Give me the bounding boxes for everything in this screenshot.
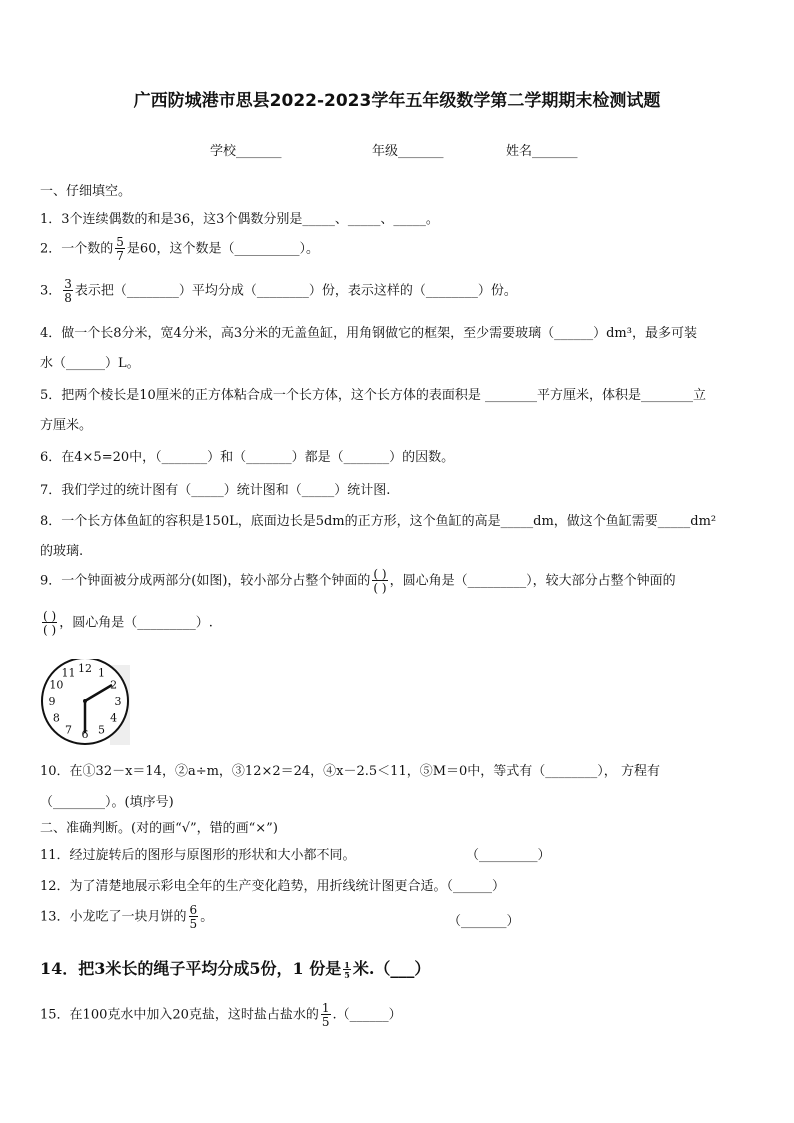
question-4-line-1: 4．做一个长8分米，宽4分米，高3分米的无盖鱼缸，用角钢做它的框架，至少需要玻璃（______）dm³，最多可装 (40, 326, 697, 341)
fraction-numerator: 1 (321, 1001, 330, 1015)
question-1: 1．3个连续偶数的和是36，这3个偶数分别是_____、_____、_____。 (40, 212, 439, 227)
section-2-heading: 二、准确判断。(对的画“√”，错的画“×”) (40, 821, 278, 836)
question-14 (40, 956, 430, 979)
fraction-denominator: 7 (116, 249, 124, 263)
question-13-answer: （_______） (448, 914, 520, 929)
school-field: 学校_______ (210, 144, 282, 159)
clock-numeral: 5 (98, 723, 105, 737)
fraction (189, 904, 199, 930)
fraction-denominator: 8 (64, 291, 72, 305)
section-1-heading: 一、仔细填空。 (40, 184, 132, 199)
clock-center (83, 699, 87, 703)
clock-numeral: 9 (48, 695, 56, 708)
question-4-line-2: 水（______）L。 (40, 356, 140, 371)
clock-numeral: 6 (81, 728, 89, 741)
fraction-denominator: 5 (321, 1015, 330, 1029)
question-8-line-2: 的玻璃. (40, 544, 84, 559)
clock-numeral: 3 (114, 695, 122, 708)
clock-numeral: 8 (52, 711, 60, 725)
fraction-denominator: 5 (189, 917, 198, 931)
fraction-denominator: ( ) (373, 581, 387, 595)
question-3-post: 表示把（________）平均分成（________）份，表示这样的（________）份。 (74, 283, 517, 299)
question-14-post: 米.（___） (352, 959, 431, 978)
question-12: 12．为了清楚地展示彩电全年的生产变化趋势，用折线统计图更合适。（______） (40, 879, 506, 894)
clock-figure (38, 659, 138, 749)
question-9-post: ，圆心角是（_________）. (59, 615, 213, 631)
fraction (321, 1002, 331, 1028)
question-8-line-1: 8．一个长方体鱼缸的容积是150L，底面边长是5dm的正方形，这个鱼缸的高是_____dm，做这个鱼缸需要_____dm² (40, 514, 717, 529)
fraction-numerator: ( ) (43, 609, 57, 623)
fraction-denominator: ( ) (43, 623, 57, 637)
question-11-answer: （_________） (466, 848, 551, 863)
question-11: 11．经过旋转后的图形与原图形的形状和大小都不同。 (40, 848, 356, 863)
question-2-post: 是60，这个数是（__________）。 (126, 241, 319, 257)
grade-field: 年级_______ (372, 144, 444, 159)
page-title: 广西防城港市思县2022-2023学年五年级数学第二学期期末检测试题 (133, 91, 661, 111)
question-3-pre: 3． (40, 283, 62, 299)
question-15-post: .（______） (332, 1007, 402, 1023)
fraction-numerator: 6 (189, 903, 198, 917)
question-7: 7．我们学过的统计图有（_____）统计图和（_____）统计图. (40, 483, 391, 498)
fraction (115, 236, 125, 262)
question-5-line-1: 5．把两个棱长是10厘米的正方体粘合成一个长方体，这个长方体的表面积是 ________平方厘米，体积是________立 (40, 388, 706, 403)
question-13 (40, 904, 213, 930)
question-6: 6．在4×5=20中，（_______）和（_______）都是（_______）的因数。 (40, 450, 455, 465)
fraction (42, 610, 57, 636)
question-9-pre: 9．一个钟面被分成两部分(如图)，较小部分占整个钟面的 (40, 573, 371, 589)
question-5-line-2: 方厘米。 (40, 418, 93, 433)
question-2 (40, 236, 319, 262)
question-13-pre: 13．小龙吃了一块月饼的 (40, 909, 187, 925)
question-3 (40, 278, 517, 304)
fraction (63, 278, 73, 304)
fraction-denominator: 5 (344, 969, 350, 980)
clock-numeral: 11 (61, 666, 76, 680)
question-10-line-2: （________）。(填序号) (40, 795, 174, 810)
fraction-numerator: 1 (344, 959, 350, 970)
question-14-pre: 14．把3米长的绳子平均分成5份，1 份是 (40, 959, 342, 978)
question-9-mid: ，圆心角是（_________），较大部分占整个钟面的 (389, 573, 676, 589)
clock-numeral: 7 (65, 723, 72, 737)
fraction (343, 961, 351, 979)
question-15-pre: 15．在100克水中加入20克盐，这时盐占盐水的 (40, 1007, 319, 1023)
fraction-numerator: 5 (116, 235, 124, 249)
clock-numeral: 2 (110, 678, 118, 692)
clock-numeral: 1 (98, 666, 105, 680)
question-2-pre: 2．一个数的 (40, 241, 114, 257)
question-9-line-2 (40, 610, 213, 636)
question-10-line-1: 10．在①32－x＝14，②a÷m，③12×2＝24，④x－2.5＜11，⑤M＝0中，等式有（________）， 方程有 (40, 764, 660, 779)
name-field: 姓名_______ (506, 144, 578, 159)
clock-numeral: 4 (110, 711, 118, 725)
question-9-line-1 (40, 568, 676, 594)
question-15 (40, 1002, 402, 1028)
clock-numeral: 10 (49, 678, 64, 692)
fraction-numerator: ( ) (373, 567, 387, 581)
question-13-post: 。 (200, 909, 214, 925)
clock-numeral: 12 (78, 662, 92, 675)
fraction-numerator: 3 (64, 277, 72, 291)
fraction (372, 568, 387, 594)
